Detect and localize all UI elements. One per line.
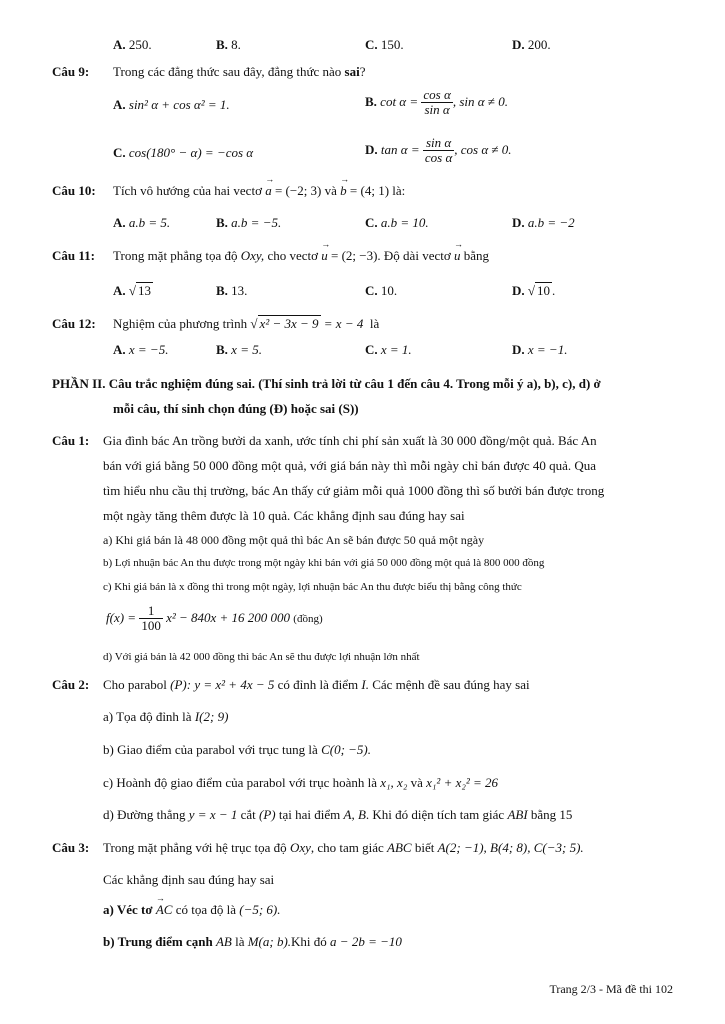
p3-stem-2: Các khẳng định sau đúng hay sai	[103, 872, 275, 887]
q11-option-c: C. 10.	[365, 283, 398, 298]
q8-option-b: B. 8.	[216, 37, 241, 52]
p2-number: Câu 2:	[52, 677, 90, 692]
q12-option-d: D. x = −1.	[512, 342, 568, 357]
p1-statement-c: c) Khi giá bán là x đồng thì trong một ngày, lợi nhuận bác An thu được biểu thị bằng công thức	[103, 581, 522, 593]
q10-number: Câu 10:	[52, 183, 96, 198]
p1-formula: f(x) = $\frac{1}{100}$ x² − 840x + 16 200 000 (đồng)	[106, 603, 323, 634]
p2-statement-a: a) Tọa độ đỉnh là I(2; 9)	[103, 709, 229, 724]
q8-option-d: D. 200.	[512, 37, 551, 52]
p3-statement-b: b) Trung điểm cạnh AB là M(a; b).Khi đó a − 2b = −10	[103, 934, 402, 949]
q10-option-c: C. a.b = 10.	[365, 215, 429, 230]
p1-statement-b: b) Lợi nhuận bác An thu được trong một ngày khi bán với giá 50 000 đồng một quả là 800 000 đồng	[103, 557, 545, 569]
q8-option-c: C. 150.	[365, 37, 404, 52]
p1-line-1: Gia đình bác An trồng bưởi da xanh, ước tính chi phí sản xuất là 30 000 đồng/một quả. Bác An	[103, 433, 597, 448]
q11-stem: Trong mặt phẳng tọa độ Oxy, cho vectơ → u = (2; −3). Độ dài vectơ → u bằng	[113, 248, 489, 264]
q11-option-a: A. √ 13	[113, 283, 152, 298]
part2-heading: PHẦN II. Câu trắc nghiệm đúng sai. (Thí sinh trả lời từ câu 1 đến câu 4. Trong mỗi ý a), b), c), d) ở	[52, 376, 601, 391]
q10-option-b: B. a.b = −5.	[216, 215, 282, 230]
q11-option-d: D. √ 10 .	[512, 283, 556, 298]
q11-option-b: B. 13.	[216, 283, 248, 298]
q9-option-d: D. tan α = $\frac{\text{sin α}}{\text{cos α}}$ , cos α ≠ 0.	[365, 135, 512, 166]
p1-statement-d: d) Với giá bán là 42 000 đồng thì bác An sẽ thu được lợi nhuận lớn nhất	[103, 651, 420, 663]
q12-number: Câu 12:	[52, 316, 96, 331]
q10-stem: Tích vô hướng của hai vectơ → a = (−2; 3) và → b = (4; 1) là:	[113, 183, 405, 199]
q10-option-a: A. a.b = 5.	[113, 215, 171, 230]
p1-line-4: một ngày tăng thêm được là 10 quả. Các khẳng định sau đúng hay sai	[103, 508, 465, 523]
q12-stem: Nghiệm của phương trình √ x² − 3x − 9 = x − 4 là	[113, 316, 380, 331]
q12-option-c: C. x = 1.	[365, 342, 412, 357]
q10-option-d: D. a.b = −2	[512, 215, 575, 230]
p1-statement-a: a) Khi giá bán là 48 000 đồng một quả thì bác An sẽ bán được 50 quả một ngày	[103, 533, 485, 547]
p1-number: Câu 1:	[52, 433, 90, 448]
p2-statement-c: c) Hoành độ giao điểm của parabol với trục hoành là x₁, x₂ và x₁² + x₂² = 26	[103, 775, 499, 790]
page-footer: Trang 2/3 - Mã đề thi 102	[549, 982, 673, 996]
p1-line-3: tìm hiểu nhu cầu thị trường, bác An thấy cứ giảm mỗi quả 1000 đồng thì số bưởi bán được trong	[103, 483, 605, 498]
p3-number: Câu 3:	[52, 840, 90, 855]
part2-heading-cont: mỗi câu, thí sinh chọn đúng (Đ) hoặc sai (S))	[113, 401, 359, 416]
q12-option-a: A. x = −5.	[113, 342, 169, 357]
p2-statement-d: d) Đường thẳng y = x − 1 cắt (P) tại hai điểm A, B. Khi đó diện tích tam giác ABI bằng 15	[103, 807, 573, 822]
q9-option-a: A. sin² α + cos α² = 1.	[113, 97, 230, 112]
p2-statement-b: b) Giao điểm của parabol với trục tung là C(0; −5).	[103, 742, 371, 757]
p3-statement-a: a) Véc tơ → AC có tọa độ là (−5; 6).	[103, 902, 281, 918]
q9-option-b: B. cot α = $\frac{\text{cos α}}{\text{sin α}}$ , sin α ≠ 0.	[365, 87, 508, 118]
q9-option-c: C. cos(180° − α) = −cos α	[113, 145, 254, 160]
q12-option-b: B. x = 5.	[216, 342, 262, 357]
p1-line-2: bán với giá bằng 50 000 đồng một quả, với giá bán này thì mỗi ngày chỉ bán được 40 quả. Qua	[103, 458, 597, 473]
p3-stem-1: Trong mặt phẳng với hệ trục tọa độ Oxy, cho tam giác ABC biết A(2; −1), B(4; 8), C(−3; 5).	[103, 840, 584, 855]
q8-option-a: A. 250.	[113, 37, 152, 52]
q9-stem: Trong các đẳng thức sau đây, đẳng thức nào sai?	[113, 64, 366, 79]
p2-stem: Cho parabol (P): y = x² + 4x − 5 có đỉnh là điểm I. Các mệnh đề sau đúng hay sai	[103, 677, 530, 692]
q11-number: Câu 11:	[52, 248, 95, 263]
q9-number: Câu 9:	[52, 64, 90, 79]
